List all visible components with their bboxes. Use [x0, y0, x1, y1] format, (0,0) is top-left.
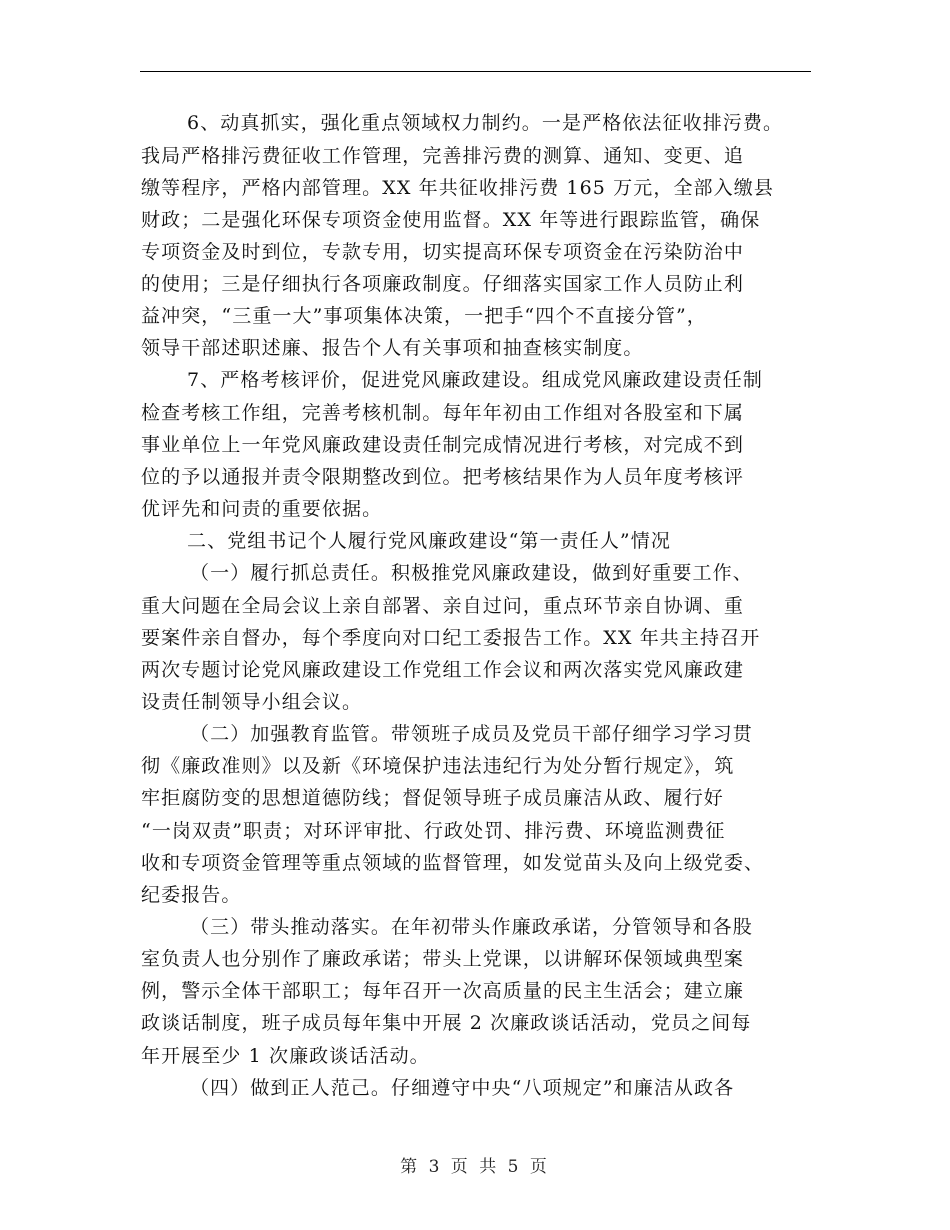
text-line: 事业单位上一年党风廉政建设责任制完成情况进行考核，对完成不到 [141, 434, 745, 456]
text-line: 要案件亲自督办，每个季度向对口纪工委报告工作。XX 年共主持召开 [141, 627, 761, 649]
text-line: 益冲突，“三重一大”事项集体决策，一把手“四个不直接分管”， [141, 305, 707, 327]
text-line: 纪委报告。 [141, 884, 242, 906]
text-line: 彻《廉政准则》以及新《环境保护违法违纪行为处分暂行规定》，筑 [141, 755, 735, 777]
text-line: 设责任制领导小组会议。 [141, 691, 363, 713]
text-line: 优评先和问责的重要依据。 [141, 498, 383, 520]
text-line: （四）做到正人范己。仔细遵守中央“八项规定”和廉洁从政各 [190, 1077, 735, 1099]
text-line: （二）加强教育监管。带领班子成员及党员干部仔细学习学习贯 [190, 723, 753, 745]
text-line: 重大问题在全局会议上亲自部署、亲自过问，重点环节亲自协调、重 [141, 595, 745, 617]
page-number: 第 3 页 共 5 页 [400, 1157, 550, 1177]
text-line: 室负责人也分别作了廉政承诺；带头上党课，以讲解环保领域典型案 [141, 948, 745, 970]
text-line: 位的予以通报并责令限期整改到位。把考核结果作为人员年度考核评 [141, 466, 745, 488]
text-line: （三）带头推动落实。在年初带头作廉政承诺，分管领导和各股 [190, 916, 753, 938]
text-line: 年开展至少 1 次廉政谈话活动。 [141, 1045, 430, 1067]
text-line: 领导干部述职述廉、报告个人有关事项和抽查核实制度。 [141, 337, 644, 359]
text-line: “一岗双责”职责；对环评审批、行政处罚、排污费、环境监测费征 [141, 820, 726, 842]
text-line: 例，警示全体干部职工；每年召开一次高质量的民主生活会；建立廉 [141, 980, 745, 1002]
text-line: 7、严格考核评价，促进党风廉政建设。组成党风廉政建设责任制 [187, 369, 763, 391]
text-line: 牢拒腐防变的思想道德防线；督促领导班子成员廉洁从政、履行好 [141, 787, 724, 809]
text-line: 检查考核工作组，完善考核机制。每年年初由工作组对各股室和下属 [141, 402, 745, 424]
text-line: 两次专题讨论党风廉政建设工作党组工作会议和两次落实党风廉政建 [141, 659, 745, 681]
text-line: 收和专项资金管理等重点领域的监督管理，如发觉苗头及向上级党委、 [141, 852, 765, 874]
text-line: 财政；二是强化环保专项资金使用监督。XX 年等进行跟踪监管，确保 [141, 209, 761, 231]
text-line: （一）履行抓总责任。积极推党风廉政建设，做到好重要工作、 [190, 562, 753, 584]
text-line: 6、动真抓实，强化重点领域权力制约。一是严格依法征收排污费。 [187, 112, 784, 134]
text-line: 缴等程序，严格内部管理。XX 年共征收排污费 165 万元，全部入缴县 [141, 177, 774, 199]
text-line: 政谈话制度，班子成员每年集中开展 2 次廉政谈话活动，党员之间每 [141, 1012, 752, 1034]
text-line: 专项资金及时到位，专款专用，切实提高环保专项资金在污染防治中 [141, 241, 745, 263]
section-heading: 二、党组书记个人履行党风廉政建设“第一责任人”情况 [187, 530, 671, 552]
text-line: 我局严格排污费征收工作管理，完善排污费的测算、通知、变更、追 [141, 145, 745, 167]
text-line: 的使用；三是仔细执行各项廉政制度。仔细落实国家工作人员防止利 [141, 273, 745, 295]
